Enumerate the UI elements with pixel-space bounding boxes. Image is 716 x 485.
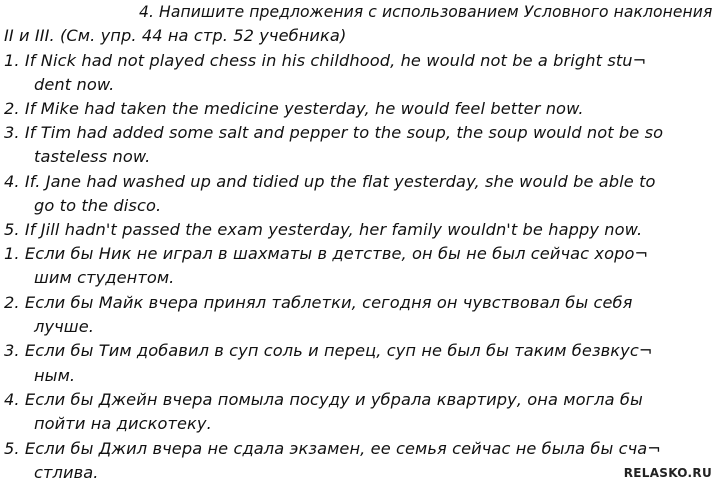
russian-sentence-4-cont: пойти на дискотеку. xyxy=(34,414,212,433)
exercise-title: 4. Напишите предложения с использованием Условного наклонения xyxy=(139,2,713,21)
russian-sentence-1: 1. Если бы Ник не играл в шахматы в детстве, он бы не был сейчас хоро¬ xyxy=(4,244,649,263)
english-sentence-2: 2. If Mike had taken the medicine yesterday, he would feel better now. xyxy=(4,99,584,118)
russian-sentence-3: 3. Если бы Тим добавил в суп соль и перец, суп не был бы таким безвкус¬ xyxy=(4,341,653,360)
english-sentence-1-cont: dent now. xyxy=(34,75,115,94)
english-sentence-3: 3. If Tim had added some salt and pepper to the soup, the soup would not be so xyxy=(4,123,664,142)
russian-sentence-3-cont: ным. xyxy=(34,366,76,385)
exercise-subtitle: II и III. (См. упр. 44 на стр. 52 учебника) xyxy=(4,26,347,45)
russian-sentence-1-cont: шим студентом. xyxy=(34,268,175,287)
russian-sentence-5: 5. Если бы Джил вчера не сдала экзамен, ее семья сейчас не была бы сча¬ xyxy=(4,439,661,458)
russian-sentence-2: 2. Если бы Майк вчера принял таблетки, сегодня он чувствовал бы себя xyxy=(4,293,633,312)
site-watermark: RELASKO.RU xyxy=(623,466,712,480)
english-sentence-3-cont: tasteless now. xyxy=(34,147,151,166)
russian-sentence-5-cont: стлива. xyxy=(34,463,99,482)
english-sentence-5: 5. If Jill hadn't passed the exam yesterday, her family wouldn't be happy now. xyxy=(4,220,643,239)
english-sentence-1: 1. If Nick had not played chess in his childhood, he would not be a bright stu¬ xyxy=(4,51,647,70)
english-sentence-4-cont: go to the disco. xyxy=(34,196,162,215)
russian-sentence-4: 4. Если бы Джейн вчера помыла посуду и убрала квартиру, она могла бы xyxy=(4,390,643,409)
english-sentence-4: 4. If. Jane had washed up and tidied up the flat yesterday, she would be able to xyxy=(4,172,656,191)
russian-sentence-2-cont: лучше. xyxy=(34,317,95,336)
